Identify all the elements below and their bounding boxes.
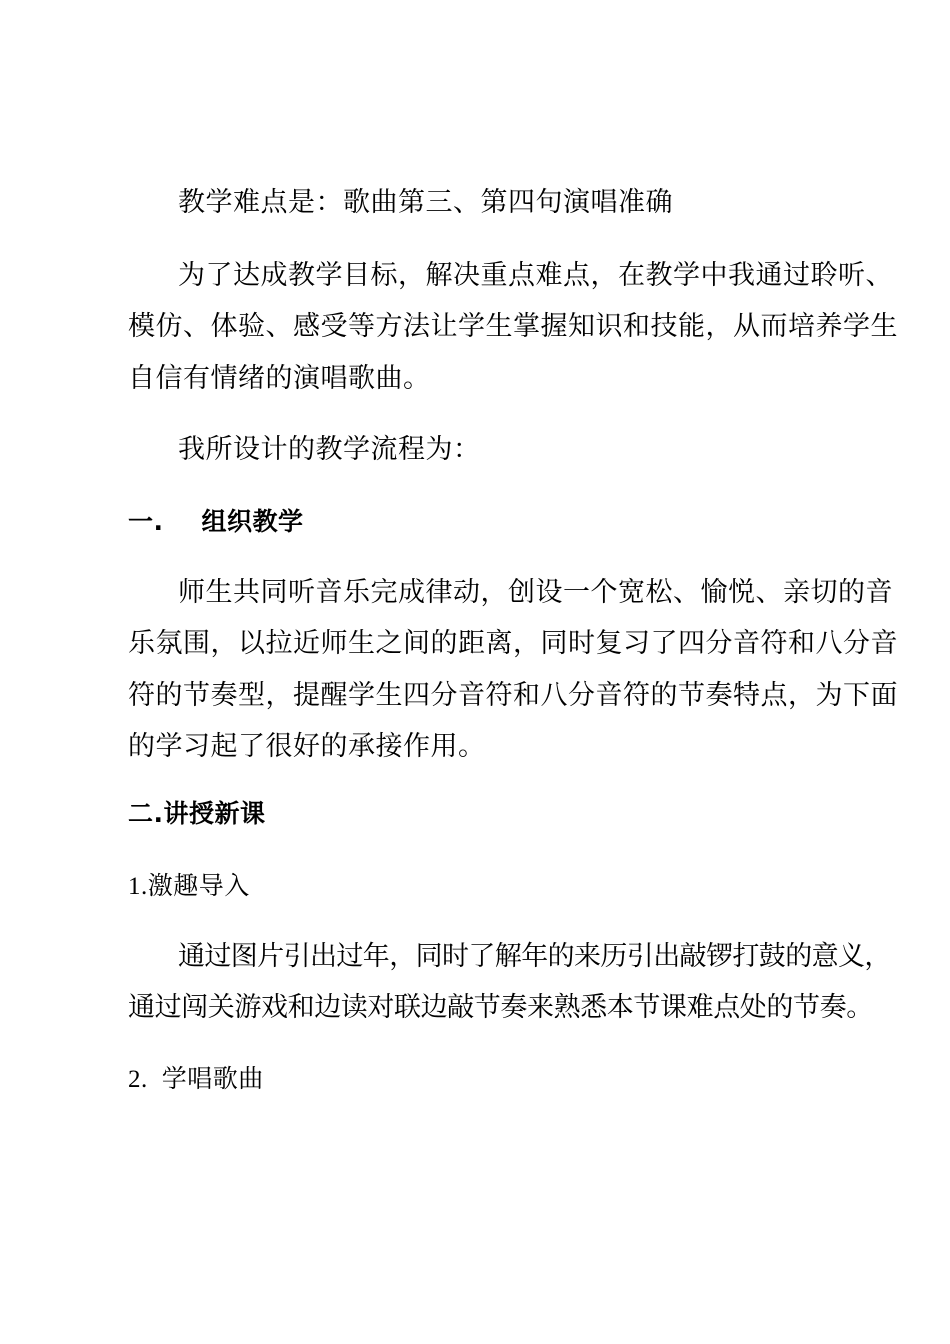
subsection-number: 1. bbox=[128, 873, 148, 900]
paragraph-line: 自信有情绪的演唱歌曲。 bbox=[128, 363, 431, 394]
subsection-1-heading bbox=[128, 869, 250, 904]
teaching-difficulty: 教学难点是：歌曲第三、第四句演唱准确 bbox=[178, 187, 673, 218]
section-title: 组织教学 bbox=[201, 507, 304, 536]
paragraph-line: 通过图片引出过年，同时了解年的来历引出敲锣打鼓的意义， bbox=[178, 941, 891, 972]
paragraph-line: 通过闯关游戏和边读对联边敲节奏来熟悉本节课难点处的节奏。 bbox=[128, 992, 873, 1023]
subsection-2-heading bbox=[128, 1062, 264, 1097]
section-number: 一. bbox=[128, 507, 164, 536]
subsection-title: 学唱歌曲 bbox=[161, 1064, 264, 1093]
paragraph-line: 师生共同听音乐完成律动，创设一个宽松、愉悦、亲切的音 bbox=[178, 577, 893, 608]
section-1-heading bbox=[128, 505, 304, 539]
paragraph-line: 符的节奏型，提醒学生四分音符和八分音符的节奏特点，为下面 bbox=[128, 680, 898, 711]
section-2-heading: 二.讲授新课 bbox=[128, 799, 266, 828]
paragraph-line: 的学习起了很好的承接作用。 bbox=[128, 731, 486, 762]
subsection-number: 2. bbox=[128, 1066, 148, 1093]
paragraph-line: 模仿、体验、感受等方法让学生掌握知识和技能，从而培养学生 bbox=[128, 311, 898, 342]
paragraph-line: 为了达成教学目标，解决重点难点，在教学中我通过聆听、 bbox=[178, 260, 893, 291]
flow-intro: 我所设计的教学流程为： bbox=[178, 434, 481, 465]
paragraph-line: 乐氛围，以拉近师生之间的距离，同时复习了四分音符和八分音 bbox=[128, 628, 898, 659]
subsection-title: 激趣导入 bbox=[147, 871, 250, 900]
